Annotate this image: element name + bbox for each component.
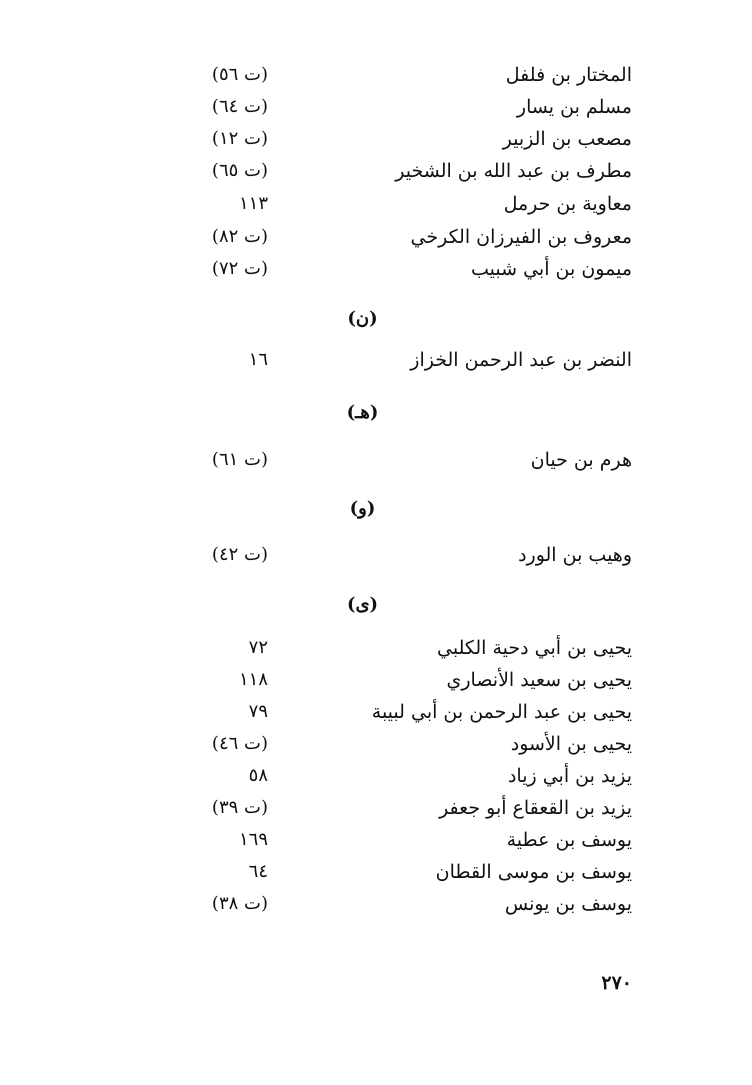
index-entry [100, 91, 632, 123]
section-heading-ha: (هـ) [346, 402, 379, 423]
entry-name: المختار بن فلفل [505, 64, 632, 86]
entry-reference: ١٦ [248, 349, 268, 370]
entry-reference: ١٦٩ [238, 829, 268, 850]
index-entry [100, 155, 632, 187]
index-entry [100, 539, 632, 571]
entry-name: ميمون بن أبي شبيب [471, 258, 632, 280]
entry-reference: (ت ٦١) [211, 449, 268, 470]
entry-reference: (ت ٣٨) [211, 893, 268, 914]
entry-name: يزيد بن القعقاع أبو جعفر [439, 797, 632, 819]
entry-name: وهيب بن الورد [518, 544, 632, 566]
entry-reference: (ت ٧٢) [211, 258, 268, 279]
entry-name: معاوية بن حرمل [503, 193, 632, 215]
entry-name: يحيى بن أبي دحية الكلبي [437, 637, 632, 659]
index-entry [100, 664, 632, 696]
index-entry [100, 696, 632, 728]
index-entry [100, 59, 632, 91]
entry-name: هرم بن حيان [530, 449, 632, 471]
index-entry [100, 888, 632, 920]
entry-name: معروف بن الفيرزان الكرخي [410, 226, 632, 248]
page-number: ٢٧٠ [601, 972, 632, 994]
entry-name: النضر بن عبد الرحمن الخزاز [410, 349, 632, 371]
index-entry [100, 632, 632, 664]
index-entry [100, 344, 632, 376]
entry-name: يحيى بن سعيد الأنصاري [446, 669, 632, 691]
entry-name: يحيى بن عبد الرحمن بن أبي لبيبة [371, 701, 632, 723]
entry-name: يوسف بن موسى القطان [435, 861, 632, 883]
entry-name: مطرف بن عبد الله بن الشخير [395, 160, 632, 182]
entry-reference: (ت ٨٢) [211, 226, 268, 247]
entry-reference: (ت ٦٥) [211, 160, 268, 181]
index-entry [100, 824, 632, 856]
entry-reference: (ت ١٢) [211, 128, 268, 149]
entry-reference: ٥٨ [248, 765, 268, 786]
entry-reference: (ت ٤٦) [211, 733, 268, 754]
entry-reference: ٧٩ [248, 701, 268, 722]
entry-name: مصعب بن الزبير [502, 128, 632, 150]
index-entry [100, 728, 632, 760]
entry-name: يوسف بن يونس [504, 893, 632, 915]
index-entry [100, 760, 632, 792]
index-entry [100, 792, 632, 824]
index-entry [100, 221, 632, 253]
index-entry [100, 188, 632, 220]
entry-reference: (ت ٣٩) [211, 797, 268, 818]
entry-reference: (ت ٦٤) [211, 96, 268, 117]
index-entry [100, 253, 632, 285]
entry-name: يحيى بن الأسود [510, 733, 632, 755]
entry-reference: ٧٢ [248, 637, 268, 658]
entry-reference: (ت ٤٢) [211, 544, 268, 565]
section-heading-waw: (و) [349, 498, 376, 519]
index-entry [100, 123, 632, 155]
entry-name: مسلم بن يسار [516, 96, 632, 118]
entry-reference: ١١٨ [238, 669, 268, 690]
entry-reference: ١١٣ [238, 193, 268, 214]
entry-reference: ٦٤ [248, 861, 268, 882]
entry-name: يوسف بن عطية [506, 829, 632, 851]
section-heading-ya: (ى) [346, 594, 379, 615]
index-entry [100, 856, 632, 888]
section-heading-nun: (ن) [347, 308, 378, 329]
entry-reference: (ت ٥٦) [211, 64, 268, 85]
entry-name: يزيد بن أبي زياد [507, 765, 632, 787]
index-entry [100, 444, 632, 476]
